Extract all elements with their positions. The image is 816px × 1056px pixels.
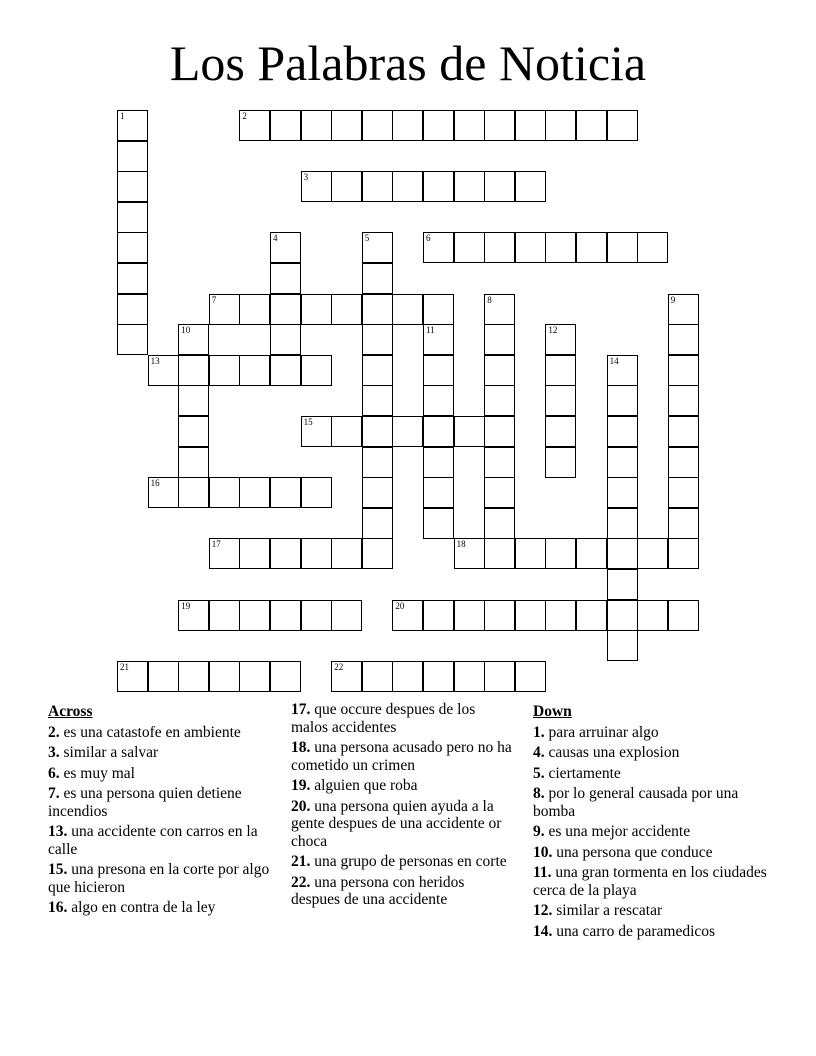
cell-number: 15	[303, 417, 313, 427]
clue-number: 20.	[291, 797, 311, 815]
clue-text: una persona con heridos despues de una accidente	[291, 873, 465, 908]
clue-text: para arruinar algo	[544, 723, 659, 741]
across-clue	[48, 744, 276, 762]
grid-cell[interactable]	[117, 294, 148, 325]
clue-text: similar a salvar	[59, 744, 159, 761]
clue-text: una presona en la corte por algo que hicieron	[48, 861, 270, 896]
grid-cell[interactable]	[239, 294, 270, 325]
clue-text: una accidente con carros en la calle	[48, 823, 258, 858]
grid-cell[interactable]	[301, 600, 332, 631]
grid-cell[interactable]	[668, 416, 699, 447]
grid-cell[interactable]	[607, 416, 638, 447]
grid-cell[interactable]	[331, 416, 362, 447]
grid-cell[interactable]	[607, 110, 638, 141]
grid-cell[interactable]	[668, 600, 699, 631]
grid-cell[interactable]	[270, 600, 301, 631]
cell-number: 10	[181, 325, 191, 336]
grid-cell[interactable]	[301, 416, 332, 447]
grid-cell[interactable]	[178, 447, 209, 478]
grid-cell[interactable]	[515, 538, 546, 569]
grid-cell[interactable]	[362, 110, 393, 141]
grid-cell[interactable]	[362, 508, 393, 539]
down-clue	[533, 744, 769, 762]
grid-cell[interactable]	[239, 600, 270, 631]
grid-cell[interactable]	[178, 355, 209, 386]
grid-cell[interactable]	[607, 477, 638, 508]
clue-text: similar a rescatar	[552, 902, 663, 919]
cell-number: 7	[211, 294, 217, 305]
grid-cell[interactable]	[209, 477, 240, 508]
grid-cell[interactable]	[668, 508, 699, 539]
clue-text: una carro de paramedicos	[552, 922, 716, 940]
grid-cell[interactable]	[117, 110, 148, 141]
grid-cell[interactable]	[178, 477, 209, 508]
down-clue	[533, 923, 769, 941]
grid-cell[interactable]	[270, 355, 301, 386]
grid-cell[interactable]	[484, 661, 515, 692]
grid-cell[interactable]	[239, 477, 270, 508]
clue-text: una grupo de personas en corte	[310, 853, 507, 870]
grid-cell[interactable]	[576, 538, 607, 569]
across-clue-list	[48, 724, 276, 917]
across-clue	[291, 777, 513, 795]
clue-number: 21.	[291, 853, 311, 870]
across-clue	[48, 861, 276, 896]
across-clue	[48, 785, 276, 820]
grid-cell[interactable]	[515, 232, 546, 263]
clue-number: 9.	[533, 823, 545, 840]
clue-text: una persona que conduce	[552, 843, 713, 861]
cell-number: 20	[395, 600, 405, 611]
across-clue	[48, 823, 276, 858]
down-clue	[533, 785, 769, 820]
cell-number: 14	[609, 355, 619, 366]
cell-number: 11	[426, 325, 435, 336]
down-clue	[533, 724, 769, 742]
grid-cell[interactable]	[331, 171, 362, 202]
grid-cell[interactable]	[545, 232, 576, 263]
grid-cell[interactable]	[423, 232, 454, 263]
across-clues-column-continued	[291, 701, 513, 912]
grid-cell[interactable]	[362, 355, 393, 386]
across-clue	[48, 724, 276, 742]
cell-number: 12	[548, 325, 558, 336]
across-clue	[291, 853, 513, 871]
clue-number: 15.	[48, 861, 68, 878]
grid-cell[interactable]	[178, 600, 209, 631]
across-clue	[48, 899, 276, 917]
grid-cell[interactable]	[362, 263, 393, 294]
clue-number: 11.	[533, 864, 552, 881]
clue-text: es una mejor accidente	[544, 823, 691, 840]
grid-cell[interactable]	[484, 355, 515, 386]
grid-cell[interactable]	[423, 508, 454, 539]
grid-cell[interactable]	[117, 202, 148, 233]
grid-cell[interactable]	[668, 477, 699, 508]
grid-cell[interactable]	[362, 324, 393, 355]
clue-text: ciertamente	[544, 764, 621, 782]
grid-cell[interactable]	[392, 661, 423, 692]
cell-number: 18	[456, 539, 466, 550]
clue-text: causas una explosion	[544, 744, 680, 761]
grid-cell[interactable]	[423, 600, 454, 631]
grid-cell[interactable]	[576, 232, 607, 263]
cell-number: 13	[150, 355, 160, 366]
grid-cell[interactable]	[239, 110, 270, 141]
down-clue	[533, 765, 769, 783]
grid-cell[interactable]	[362, 447, 393, 478]
clue-text: es una persona quien detiene incendios	[48, 785, 242, 820]
across-clues-column	[48, 701, 276, 920]
cell-number: 21	[120, 661, 129, 672]
clue-text: es una catastofe en ambiente	[59, 723, 241, 741]
clue-text: alguien que roba	[310, 777, 418, 794]
grid-cell[interactable]	[668, 355, 699, 386]
grid-cell[interactable]	[454, 171, 485, 202]
grid-cell[interactable]	[484, 447, 515, 478]
grid-cell[interactable]	[362, 385, 393, 416]
across-clue	[291, 701, 513, 736]
grid-cell[interactable]	[178, 324, 209, 355]
grid-cell[interactable]	[178, 416, 209, 447]
grid-cell[interactable]	[392, 294, 423, 325]
down-clue	[533, 823, 769, 841]
grid-cell[interactable]	[209, 355, 240, 386]
clue-text: una gran tormenta en los ciudades cerca de la playa	[533, 864, 767, 899]
grid-cell[interactable]	[239, 538, 270, 569]
grid-cell[interactable]	[484, 110, 515, 141]
cell-number: 6	[426, 233, 431, 244]
across-clue	[291, 739, 513, 774]
grid-cell[interactable]	[607, 447, 638, 478]
grid-cell[interactable]	[301, 477, 332, 508]
grid-cell[interactable]	[423, 355, 454, 386]
grid-cell[interactable]	[117, 661, 148, 692]
grid-cell[interactable]	[637, 232, 668, 263]
grid-cell[interactable]	[607, 385, 638, 416]
grid-cell[interactable]	[423, 477, 454, 508]
grid-cell[interactable]	[362, 538, 393, 569]
grid-cell[interactable]	[668, 294, 699, 325]
across-clue	[48, 765, 276, 783]
cell-number: 1	[120, 111, 125, 121]
grid-cell[interactable]	[454, 661, 485, 692]
grid-cell[interactable]	[209, 661, 240, 692]
grid-cell[interactable]	[515, 661, 546, 692]
grid-cell[interactable]	[607, 569, 638, 600]
grid-cell[interactable]	[117, 324, 148, 355]
clue-text: es muy mal	[59, 764, 135, 782]
grid-cell[interactable]	[270, 110, 301, 141]
grid-cell[interactable]	[392, 171, 423, 202]
grid-cell[interactable]	[607, 630, 638, 661]
clue-number: 2.	[48, 723, 60, 741]
grid-cell[interactable]	[362, 232, 393, 263]
grid-cell[interactable]	[331, 110, 362, 141]
grid-cell[interactable]	[117, 232, 148, 263]
grid-cell[interactable]	[270, 294, 301, 325]
grid-cell[interactable]	[423, 324, 454, 355]
grid-cell[interactable]	[484, 600, 515, 631]
grid-cell[interactable]	[392, 416, 423, 447]
grid-cell[interactable]	[301, 294, 332, 325]
grid-cell[interactable]	[515, 171, 546, 202]
grid-cell[interactable]	[423, 661, 454, 692]
grid-cell[interactable]	[484, 508, 515, 539]
puzzle-title: Los Palabras de Noticia	[169, 35, 647, 91]
clue-number: 7.	[48, 785, 60, 802]
grid-cell[interactable]	[607, 600, 638, 631]
grid-cell[interactable]	[362, 171, 393, 202]
grid-cell[interactable]	[270, 263, 301, 294]
clue-number: 18.	[291, 739, 311, 756]
clue-number: 4.	[533, 744, 545, 761]
clue-number: 22.	[291, 873, 311, 891]
grid-cell[interactable]	[484, 324, 515, 355]
across-header: Across	[48, 703, 93, 720]
grid-cell[interactable]	[270, 661, 301, 692]
grid-cell[interactable]	[209, 600, 240, 631]
grid-cell[interactable]	[178, 661, 209, 692]
cell-number: 4	[273, 233, 278, 244]
clue-text: por lo general causada por una bomba	[533, 785, 739, 820]
grid-cell[interactable]	[454, 232, 485, 263]
grid-cell[interactable]	[484, 232, 515, 263]
grid-cell[interactable]	[484, 538, 515, 569]
cell-number: 5	[364, 233, 370, 244]
grid-cell[interactable]	[668, 447, 699, 478]
grid-cell[interactable]	[392, 600, 423, 631]
clue-text: una persona quien ayuda a la gente despues de una accidente or choca	[291, 797, 502, 850]
grid-cell[interactable]	[637, 600, 668, 631]
clue-number: 19.	[291, 777, 311, 794]
grid-cell[interactable]	[331, 538, 362, 569]
grid-cell[interactable]	[484, 171, 515, 202]
grid-cell[interactable]	[301, 110, 332, 141]
grid-cell[interactable]	[423, 416, 454, 447]
grid-cell[interactable]	[545, 110, 576, 141]
grid-cell[interactable]	[576, 600, 607, 631]
grid-cell[interactable]	[117, 141, 148, 172]
grid-cell[interactable]	[545, 447, 576, 478]
down-clue	[533, 844, 769, 862]
grid-cell[interactable]	[454, 416, 485, 447]
clue-number: 13.	[48, 823, 68, 840]
grid-cell[interactable]	[423, 110, 454, 141]
grid-cell[interactable]	[607, 232, 638, 263]
grid-cell[interactable]	[423, 294, 454, 325]
grid-cell[interactable]	[454, 538, 485, 569]
grid-cell[interactable]	[392, 110, 423, 141]
grid-cell[interactable]	[362, 477, 393, 508]
across-clue	[291, 874, 513, 909]
grid-cell[interactable]	[515, 600, 546, 631]
grid-cell[interactable]	[239, 355, 270, 386]
cell-number: 19	[181, 600, 191, 611]
grid-cell[interactable]	[362, 416, 393, 447]
clue-text: una persona acusado pero no ha cometido un crimen	[291, 739, 512, 774]
grid-cell[interactable]	[423, 447, 454, 478]
grid-cell[interactable]	[454, 600, 485, 631]
grid-cell[interactable]	[362, 294, 393, 325]
grid-cell[interactable]	[607, 355, 638, 386]
down-clue	[533, 864, 769, 899]
grid-cell[interactable]	[301, 171, 332, 202]
grid-cell[interactable]	[545, 324, 576, 355]
cell-number: 17	[211, 539, 221, 550]
cell-number: 16	[150, 478, 160, 489]
grid-cell[interactable]	[484, 477, 515, 508]
grid-cell[interactable]	[148, 661, 179, 692]
grid-cell[interactable]	[576, 110, 607, 141]
across-clue	[291, 798, 513, 851]
cell-number: 22	[334, 661, 344, 672]
grid-cell[interactable]	[331, 661, 362, 692]
grid-cell[interactable]	[545, 416, 576, 447]
clue-number: 8.	[533, 785, 545, 802]
grid-cell[interactable]	[545, 385, 576, 416]
grid-cell[interactable]	[607, 508, 638, 539]
grid-cell[interactable]	[423, 171, 454, 202]
clue-number: 14.	[533, 922, 553, 940]
grid-cell[interactable]	[301, 355, 332, 386]
grid-cell[interactable]	[301, 538, 332, 569]
grid-cell[interactable]	[270, 538, 301, 569]
grid-cell[interactable]	[423, 385, 454, 416]
grid-cell[interactable]	[668, 385, 699, 416]
clue-number: 3.	[48, 744, 60, 761]
grid-cell[interactable]	[331, 294, 362, 325]
clue-number: 12.	[533, 902, 553, 919]
clue-number: 5.	[533, 764, 545, 782]
grid-cell[interactable]	[117, 263, 148, 294]
grid-cell[interactable]	[270, 324, 301, 355]
grid-cell[interactable]	[148, 355, 179, 386]
across-clue-list	[291, 701, 513, 909]
grid-cell[interactable]	[515, 110, 546, 141]
cell-number: 2	[242, 111, 247, 121]
grid-cell[interactable]	[637, 538, 668, 569]
grid-cell[interactable]	[545, 538, 576, 569]
grid-cell[interactable]	[270, 477, 301, 508]
down-clue-list	[533, 724, 769, 941]
grid-cell[interactable]	[209, 538, 240, 569]
clue-number: 6.	[48, 764, 60, 782]
grid-cell[interactable]	[209, 294, 240, 325]
clue-text: algo en contra de la ley	[67, 899, 216, 916]
clue-text: que occure despues de los malos accidentes	[291, 701, 476, 736]
grid-cell[interactable]	[668, 538, 699, 569]
grid-cell[interactable]	[148, 477, 179, 508]
grid-cell[interactable]	[270, 232, 301, 263]
down-clue	[533, 902, 769, 920]
cell-number: 8	[487, 294, 492, 305]
down-header: Down	[533, 703, 572, 720]
grid-cell[interactable]	[178, 385, 209, 416]
grid-cell[interactable]	[484, 385, 515, 416]
grid-cell[interactable]	[607, 538, 638, 569]
cell-number: 3	[303, 172, 309, 183]
clue-number: 10.	[533, 843, 553, 861]
grid-cell[interactable]	[331, 600, 362, 631]
clue-number: 16.	[48, 899, 68, 916]
grid-cell[interactable]	[484, 294, 515, 325]
grid-cell[interactable]	[545, 355, 576, 386]
grid-cell[interactable]	[362, 661, 393, 692]
grid-cell[interactable]	[454, 110, 485, 141]
grid-cell[interactable]	[545, 600, 576, 631]
grid-cell[interactable]	[484, 416, 515, 447]
grid-cell[interactable]	[239, 661, 270, 692]
clue-number: 17.	[291, 701, 311, 718]
grid-cell[interactable]	[668, 324, 699, 355]
cell-number: 9	[670, 294, 676, 305]
clue-number: 1.	[533, 723, 545, 741]
down-clues-column	[533, 701, 769, 943]
grid-cell[interactable]	[117, 171, 148, 202]
